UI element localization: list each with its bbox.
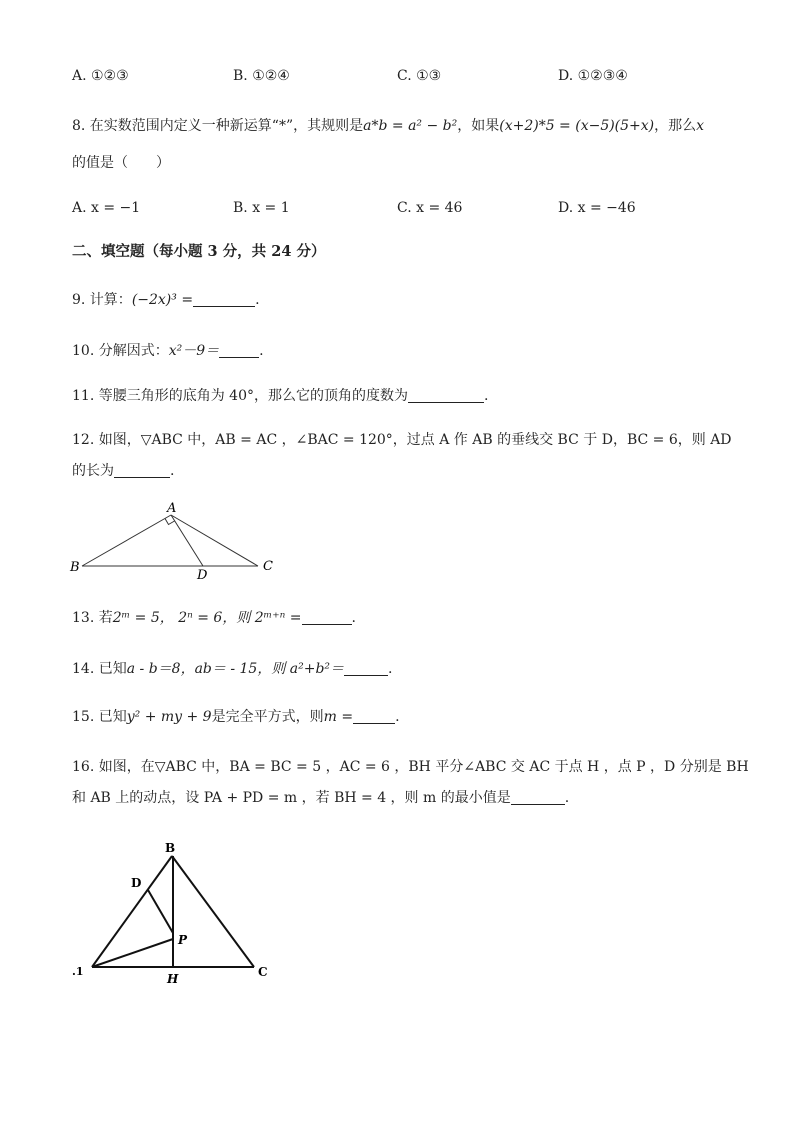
- q9-prefix: 9. 计算：: [72, 292, 132, 308]
- q12-label-d: D: [197, 568, 208, 583]
- q13-prefix: 13. 若: [72, 610, 113, 626]
- q16-label-b: B: [165, 841, 176, 855]
- q13-answer-blank[interactable]: [302, 610, 352, 625]
- q12-suffix: .: [170, 463, 175, 479]
- q8-option-a: A. x = −1: [72, 200, 141, 216]
- q16-line2-text: 和 AB 上的动点，设 PA + PD = m ，若 BH = 4 ，则 m 的最小值是: [72, 790, 511, 806]
- q12-line2: [72, 461, 174, 481]
- q10: [72, 341, 264, 361]
- q16-line2: [72, 788, 569, 808]
- q8-rule: a*b = a² − b²: [363, 118, 458, 134]
- q12-label-c: C: [263, 559, 273, 574]
- q16-label-c: C: [258, 965, 268, 979]
- q8-stem-line1: [72, 116, 704, 136]
- q12-line1: 12. 如图，▽ABC 中，AB = AC ，∠BAC = 120°，过点 A 作 AB 的垂线交 BC 于 D，BC = 6，则 AD: [72, 432, 732, 448]
- q7-option-a: A. ①②③: [72, 68, 129, 84]
- q10-expr: x²－9＝: [168, 343, 220, 359]
- q15-expr: y² + my + 9: [126, 709, 212, 725]
- q10-answer-blank[interactable]: [219, 343, 259, 358]
- q8-var: x: [696, 118, 705, 134]
- q8-equation: (x+2)*5 = (x−5)(5+x): [499, 118, 655, 134]
- q12-label-a: A: [167, 501, 177, 516]
- q12-segment-ad: [171, 515, 203, 566]
- q8-text-c: ，那么: [654, 118, 697, 134]
- q16-figure: [70, 836, 280, 986]
- q9: [72, 290, 260, 310]
- q14: [72, 659, 393, 679]
- q10-suffix: .: [259, 343, 264, 359]
- q13: [72, 608, 356, 628]
- q13-expr: 2ᵐ = 5， 2ⁿ = 6，则 2ᵐ⁺ⁿ =: [112, 610, 302, 626]
- q14-prefix: 14. 已知: [72, 661, 127, 677]
- q12-segment-ab: [82, 515, 171, 566]
- q15: [72, 707, 400, 727]
- q11: [72, 386, 488, 406]
- q10-prefix: 10. 分解因式：: [72, 343, 169, 359]
- q11-suffix: .: [483, 388, 489, 404]
- q16-segment-bc: [172, 856, 254, 967]
- q12-right-angle-mark: [165, 519, 175, 525]
- q16-line1: 16. 如图，在▽ABC 中，BA = BC = 5 ，AC = 6 ，BH 平分∠ABC 交 AC 于点 H ，点 P ，D 分别是 BH: [72, 759, 749, 775]
- q15-var: m =: [323, 709, 354, 725]
- q16-label-d: D: [131, 876, 142, 890]
- q11-text: 11. 等腰三角形的底角为 40°，那么它的顶角的度数为: [72, 388, 408, 404]
- q8-option-b: B. x = 1: [233, 200, 290, 216]
- q11-answer-blank[interactable]: [408, 388, 484, 403]
- q16-label-p: P: [178, 933, 188, 947]
- q16-label-a: .1: [72, 965, 84, 978]
- q7-option-d: D. ①②③④: [558, 68, 628, 84]
- q8-stem-line2: 的值是（ ）: [72, 155, 170, 171]
- q16-segment-ap: [92, 939, 173, 967]
- q16-label-h: H: [167, 972, 179, 986]
- q15-suffix: .: [395, 709, 400, 725]
- q12-figure: [66, 500, 286, 586]
- q12-answer-blank[interactable]: [114, 463, 170, 478]
- q12-segment-ac: [171, 515, 258, 566]
- q8-text-b: ，如果: [457, 118, 500, 134]
- q16-suffix: .: [564, 790, 570, 806]
- q12-label-b: B: [70, 560, 80, 575]
- q9-suffix: .: [255, 292, 260, 308]
- q13-suffix: .: [351, 610, 356, 626]
- q15-prefix: 15. 已知: [72, 709, 127, 725]
- q14-answer-blank[interactable]: [344, 661, 388, 676]
- q9-expr: (−2x)³ =: [131, 292, 194, 308]
- q8-option-d: D. x = −46: [558, 200, 636, 216]
- section2-heading: 二、填空题（每小题 3 分，共 24 分）: [72, 243, 326, 260]
- q12-line2-prefix: 的长为: [72, 463, 114, 479]
- q15-answer-blank[interactable]: [353, 709, 395, 724]
- q7-option-b: B. ①②④: [233, 68, 290, 84]
- q8-option-c: C. x = 46: [397, 200, 463, 216]
- q16-answer-blank[interactable]: [511, 790, 565, 805]
- q16-segment-dp: [148, 890, 173, 933]
- q15-middle: 是完全平方式，则: [211, 709, 324, 725]
- q14-suffix: .: [388, 661, 393, 677]
- q8-text-a: 8. 在实数范围内定义一种新运算“*”，其规则是: [72, 118, 364, 134]
- q14-expr: a - b＝8，ab＝ - 15，则 a²+b²＝: [126, 661, 345, 677]
- q9-answer-blank[interactable]: [193, 292, 255, 307]
- q7-option-c: C. ①③: [397, 68, 442, 84]
